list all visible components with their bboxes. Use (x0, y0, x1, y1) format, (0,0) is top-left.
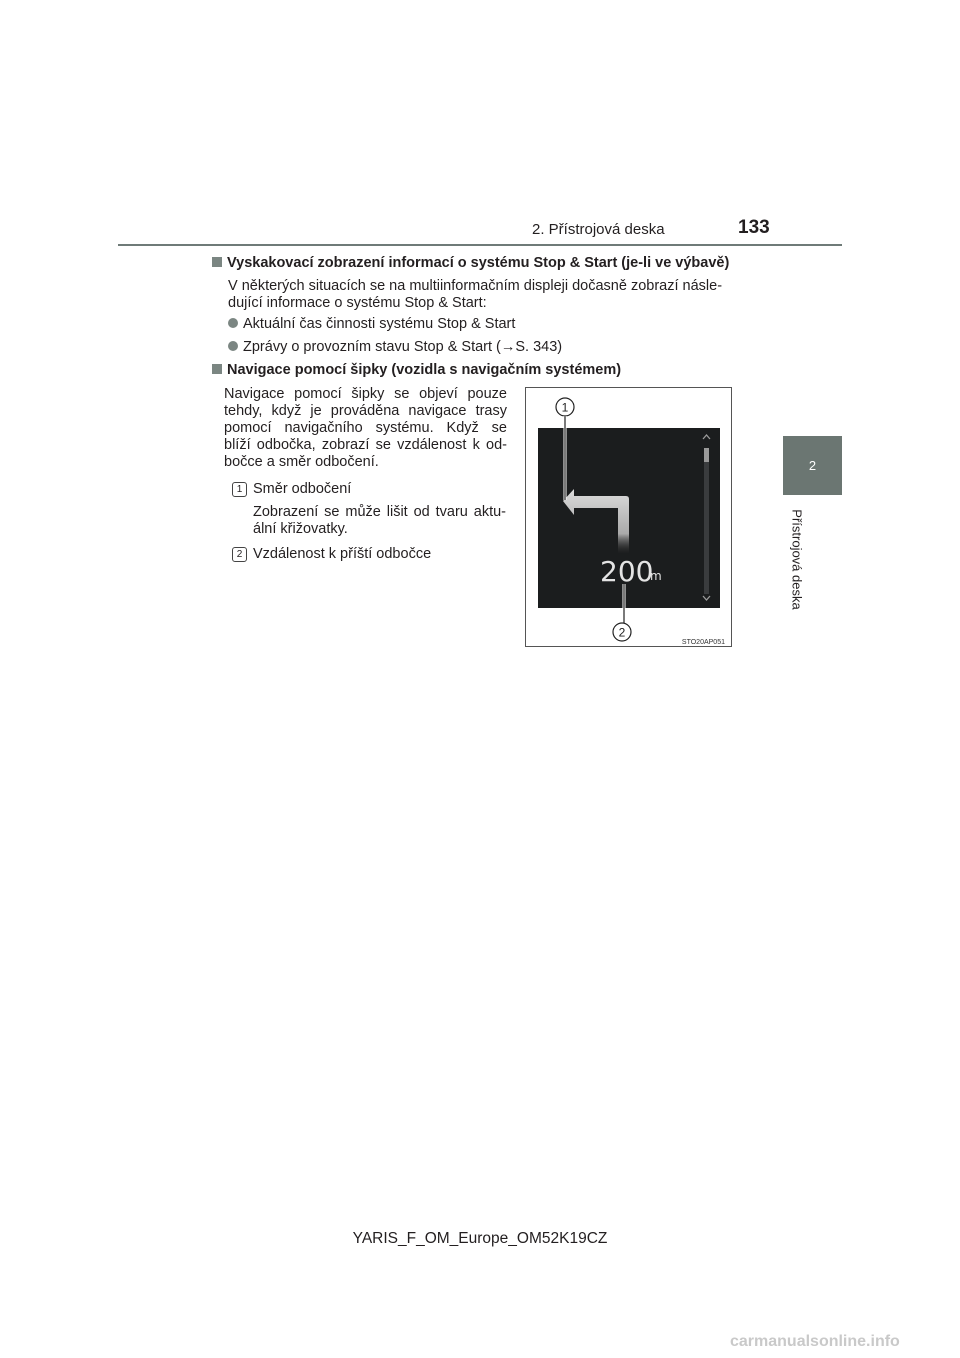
item-2 (232, 546, 431, 563)
section1-heading: Vyskakovací zobrazení informací o systému Stop & Start (je-li ve výbavě) (212, 255, 729, 272)
watermark: carmanualsonline.info (730, 1333, 900, 1350)
side-label (786, 505, 804, 617)
figure-code: STO20AP051 (681, 639, 725, 646)
scroll-track (704, 448, 709, 594)
section1-intro-line1: V některých situacích se na multiinformačním displeji dočasně zobrazí násle- (228, 278, 723, 294)
item-1-note (253, 504, 506, 538)
section1-bullet: Aktuální čas činnosti systému Stop & Start (228, 316, 515, 333)
section1-intro-line2: dující informace o systému Stop & Start: (228, 295, 487, 311)
paragraph-line: tehdy, když je prováděna navigace trasy (224, 403, 507, 419)
paragraph-line: blíží odbočka, zobrazí se vzdálenost k od- (224, 437, 507, 453)
section2-paragraph (224, 386, 507, 471)
bullet-dot-icon (228, 341, 238, 351)
document-footer: YARIS_F_OM_Europe_OM52K19CZ (352, 1230, 608, 1247)
item-number-badge: 2 (232, 547, 247, 562)
item-number-badge: 1 (232, 482, 247, 497)
navigation-figure (525, 387, 732, 647)
callout-2-number: 2 (618, 625, 626, 640)
note-line: Zobrazení se může lišit od tvaru aktu- (253, 504, 506, 520)
square-bullet-icon (212, 257, 222, 267)
item-title: Vzdálenost k příští odbočce (253, 546, 432, 562)
navigation-display-illustration (526, 388, 731, 646)
chapter-tab (783, 436, 842, 495)
item-1 (232, 481, 351, 498)
bullet-dot-icon (228, 318, 238, 328)
paragraph-line: Navigace pomocí šipky se objeví pouze (224, 386, 507, 402)
side-label-text: Přístrojová deska (789, 509, 805, 610)
paragraph-line: pomocí navigačního systému. Když se (224, 420, 507, 436)
callout-1-number: 1 (561, 400, 569, 415)
section2-heading: Navigace pomocí šipky (vozidla s navigačním systémem) (212, 362, 621, 379)
header-rule (118, 244, 842, 246)
distance-unit: m (650, 569, 662, 583)
paragraph-line: bočce a směr odbočení. (224, 454, 379, 470)
section1-bullet: Zprávy o provozním stavu Stop & Start (→S. 343) (228, 339, 562, 356)
distance-value: 200 (600, 555, 654, 588)
chapter-title: 2. Přístrojová deska (532, 221, 665, 238)
scroll-thumb (704, 448, 709, 462)
note-line: ální křižovatky. (253, 521, 348, 537)
item-title: Směr odbočení (253, 481, 352, 497)
chapter-tab-number: 2 (808, 458, 817, 473)
page-number: 133 (738, 217, 770, 238)
square-bullet-icon (212, 364, 222, 374)
